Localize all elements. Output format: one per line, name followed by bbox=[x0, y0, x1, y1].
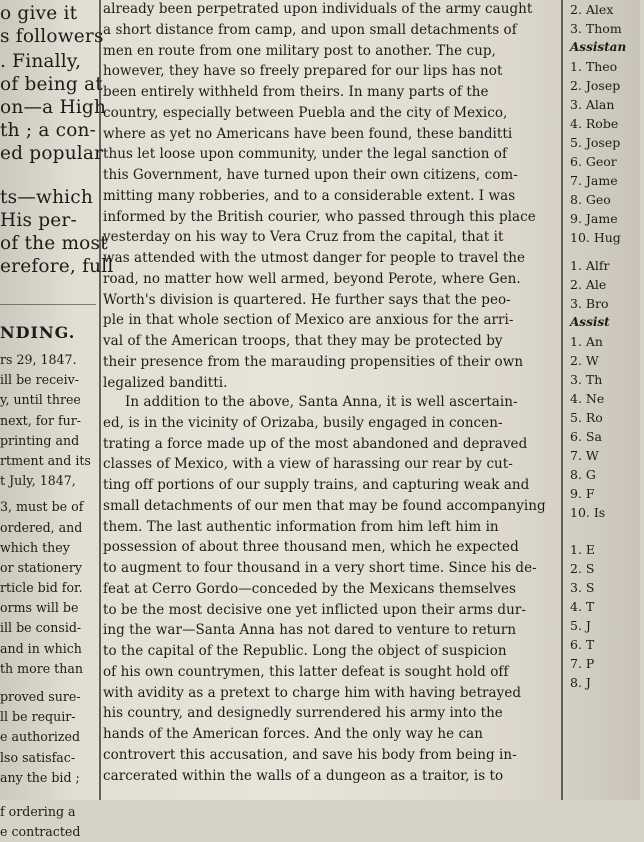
main-column bbox=[103, 0, 557, 800]
left-notice-body bbox=[0, 350, 100, 842]
text-line: of his own countrymen, this latter defeat is sought hold off bbox=[103, 663, 509, 680]
text-line: on—a High bbox=[0, 97, 107, 118]
spacer bbox=[0, 788, 100, 802]
list-item: 3. Thom bbox=[570, 21, 622, 36]
list-heading: Assistan bbox=[570, 40, 627, 54]
left-article-middle bbox=[0, 186, 114, 278]
list-item: 5. J bbox=[570, 618, 591, 633]
text-line: ll be requir- bbox=[0, 709, 76, 725]
list-item: 10. Hug bbox=[570, 230, 621, 245]
text-line: their presence from the marauding propensities of their own bbox=[103, 353, 524, 370]
text-line: ple in that whole section of Mexico are anxious for the arri- bbox=[103, 312, 514, 329]
text-line: s followers bbox=[0, 26, 104, 47]
list-item: 6. Sa bbox=[570, 429, 602, 444]
text-line: of the most bbox=[0, 233, 108, 254]
text-line: road, no matter how well armed, beyond Perote, where Gen. bbox=[103, 270, 521, 287]
text-line: val of the American troops, that they may be protected by bbox=[103, 333, 503, 349]
list-item: 8. Geo bbox=[570, 192, 611, 207]
text-line: In addition to the above, Santa Anna, it is well ascertain- bbox=[125, 394, 518, 410]
list-item: 10. Is bbox=[570, 505, 606, 520]
text-line: printing and bbox=[0, 432, 80, 448]
list-item: 5. Josep bbox=[570, 135, 621, 150]
text-line: ed, is in the vicinity of Orizaba, busily engaged in concen- bbox=[103, 414, 503, 431]
list-item: 3. Th bbox=[570, 372, 603, 387]
text-line: carcerated within the walls of a dungeon as a traitor, is to bbox=[103, 767, 504, 784]
text-line: rticle bid for. bbox=[0, 580, 83, 596]
list-item: 6. T bbox=[570, 637, 595, 652]
list-item: 7. P bbox=[570, 656, 595, 671]
list-item: 4. T bbox=[570, 599, 595, 614]
text-line: th more than bbox=[0, 660, 83, 676]
text-line: ordered, and bbox=[0, 519, 83, 535]
text-line: men en route from one military post to another. The cup, bbox=[103, 42, 496, 59]
right-list-c bbox=[570, 540, 644, 692]
text-line: and in which bbox=[0, 640, 82, 656]
text-line: been entirely withheld from theirs. In many parts of the bbox=[103, 84, 489, 100]
left-article-top bbox=[0, 2, 107, 165]
text-line: a short distance from camp, and upon small detachments of bbox=[103, 21, 517, 38]
text-line: legalized banditti. bbox=[103, 374, 228, 391]
text-line: hands of the American forces. And the only way he can bbox=[103, 726, 483, 742]
text-line: of being at bbox=[0, 74, 103, 95]
list-item: 7. Jame bbox=[570, 173, 618, 188]
text-line: yesterday on his way to Vera Cruz from the capital, that it bbox=[103, 229, 504, 246]
text-line: th ; a con- bbox=[0, 120, 97, 141]
list-item: 2. W bbox=[570, 353, 599, 368]
list-item: 4. Robe bbox=[570, 116, 619, 131]
text-line: t July, 1847, bbox=[0, 473, 76, 489]
text-line: small detachments of our men that may be found accompanying bbox=[103, 497, 546, 514]
list-item: 3. S bbox=[570, 580, 595, 595]
text-line: ts—which bbox=[0, 187, 93, 208]
text-line: f ordering a bbox=[0, 803, 76, 819]
text-line: to be the most decisive one yet inflicted upon their arms dur- bbox=[103, 601, 526, 618]
column-rule-right bbox=[561, 0, 563, 800]
text-line: ill be consid- bbox=[0, 620, 82, 636]
left-divider bbox=[0, 304, 96, 305]
spacer bbox=[0, 679, 100, 687]
text-line: orms will be bbox=[0, 600, 79, 616]
text-line: thus let loose upon community, under the legal sanction of bbox=[103, 146, 508, 163]
text-line: however, they have so freely prepared for our lips has not bbox=[103, 63, 503, 80]
text-line: y, until three bbox=[0, 392, 81, 408]
text-line: ing the war—Santa Anna has not dared to venture to return bbox=[103, 622, 517, 639]
list-item: 3. Alan bbox=[570, 97, 615, 112]
text-line: where as yet no Americans have been found, these banditti bbox=[103, 125, 513, 142]
text-line: classes of Mexico, with a view of harassing our rear by cut- bbox=[103, 456, 513, 473]
list-item: 8. J bbox=[570, 675, 591, 690]
text-line: 3, must be of bbox=[0, 499, 84, 515]
list-item: 1. Alfr bbox=[570, 258, 610, 273]
text-line: erefore, full bbox=[0, 256, 114, 277]
list-item: 5. Ro bbox=[570, 410, 603, 425]
right-list-a bbox=[570, 0, 644, 247]
list-item: 7. W bbox=[570, 448, 599, 463]
text-line: already been perpetrated upon individuals of the army caught bbox=[103, 1, 533, 17]
text-line: trating a force made up of the most abandoned and depraved bbox=[103, 435, 528, 452]
list-item: 1. Theo bbox=[570, 59, 618, 74]
list-item: 1. An bbox=[570, 334, 603, 349]
list-item: 2. Josep bbox=[570, 78, 621, 93]
text-line: this Government, have turned upon their own citizens, com- bbox=[103, 167, 518, 183]
right-column bbox=[566, 0, 640, 800]
article-paragraph-2 bbox=[103, 392, 557, 786]
text-line: proved sure- bbox=[0, 689, 81, 704]
list-item: 2. Ale bbox=[570, 277, 607, 292]
left-notice bbox=[0, 322, 100, 344]
list-item: 2. Alex bbox=[570, 2, 614, 17]
text-line: his country, and designedly surrendered his army into the bbox=[103, 705, 503, 722]
text-line: to augment to four thousand in a very short time. Since his de- bbox=[103, 560, 537, 576]
notice-heading: NDING. bbox=[0, 323, 76, 342]
text-line: rtment and its bbox=[0, 452, 91, 468]
text-line: rs 29, 1847. bbox=[0, 352, 77, 367]
text-line: mitting many robberies, and to a considerable extent. I was bbox=[103, 187, 516, 204]
list-heading: Assist bbox=[570, 315, 610, 329]
list-item: 2. S bbox=[570, 561, 595, 576]
list-item: 1. E bbox=[570, 542, 596, 557]
text-line: lso satisfac- bbox=[0, 749, 76, 765]
text-line: ill be receiv- bbox=[0, 372, 79, 388]
list-item: 4. Ne bbox=[570, 391, 605, 406]
text-line: informed by the British courier, who passed through this place bbox=[103, 208, 536, 225]
list-item: 9. F bbox=[570, 486, 595, 501]
text-line: possession of about three thousand men, which he expected bbox=[103, 539, 519, 556]
text-line: or stationery bbox=[0, 559, 83, 575]
list-item: 6. Geor bbox=[570, 154, 617, 169]
text-line: them. The last authentic information from him left him in bbox=[103, 518, 499, 535]
text-line: ed popular bbox=[0, 143, 104, 164]
text-line: which they bbox=[0, 539, 70, 555]
right-list-b bbox=[570, 256, 644, 522]
text-line: next, for fur- bbox=[0, 412, 82, 428]
list-item: 9. Jame bbox=[570, 211, 618, 226]
text-line: feat at Cerro Gordo—conceded by the Mexicans themselves bbox=[103, 580, 516, 597]
text-line: was attended with the utmost danger for people to travel the bbox=[103, 250, 526, 266]
article-paragraph-1 bbox=[103, 0, 557, 393]
text-line: ting off portions of our supply trains, and capturing weak and bbox=[103, 477, 530, 493]
text-line: . Finally, bbox=[0, 51, 82, 72]
text-line: to the capital of the Republic. Long the object of suspicion bbox=[103, 643, 507, 659]
text-line: controvert this accusation, and save his body from being in- bbox=[103, 746, 517, 763]
text-line: His per- bbox=[0, 210, 77, 231]
text-line: Worth's division is quartered. He further says that the peo- bbox=[103, 291, 511, 308]
list-item: 3. Bro bbox=[570, 296, 609, 311]
list-item: 8. G bbox=[570, 467, 596, 482]
text-line: e authorized bbox=[0, 729, 81, 745]
left-column bbox=[0, 0, 114, 840]
text-line: with avidity as a pretext to charge him with having betrayed bbox=[103, 684, 522, 701]
text-line: e contracted bbox=[0, 824, 81, 840]
text-line: any the bid ; bbox=[0, 769, 80, 785]
text-line: o give it bbox=[0, 3, 78, 24]
text-line: country, especially between Puebla and the city of Mexico, bbox=[103, 104, 508, 121]
